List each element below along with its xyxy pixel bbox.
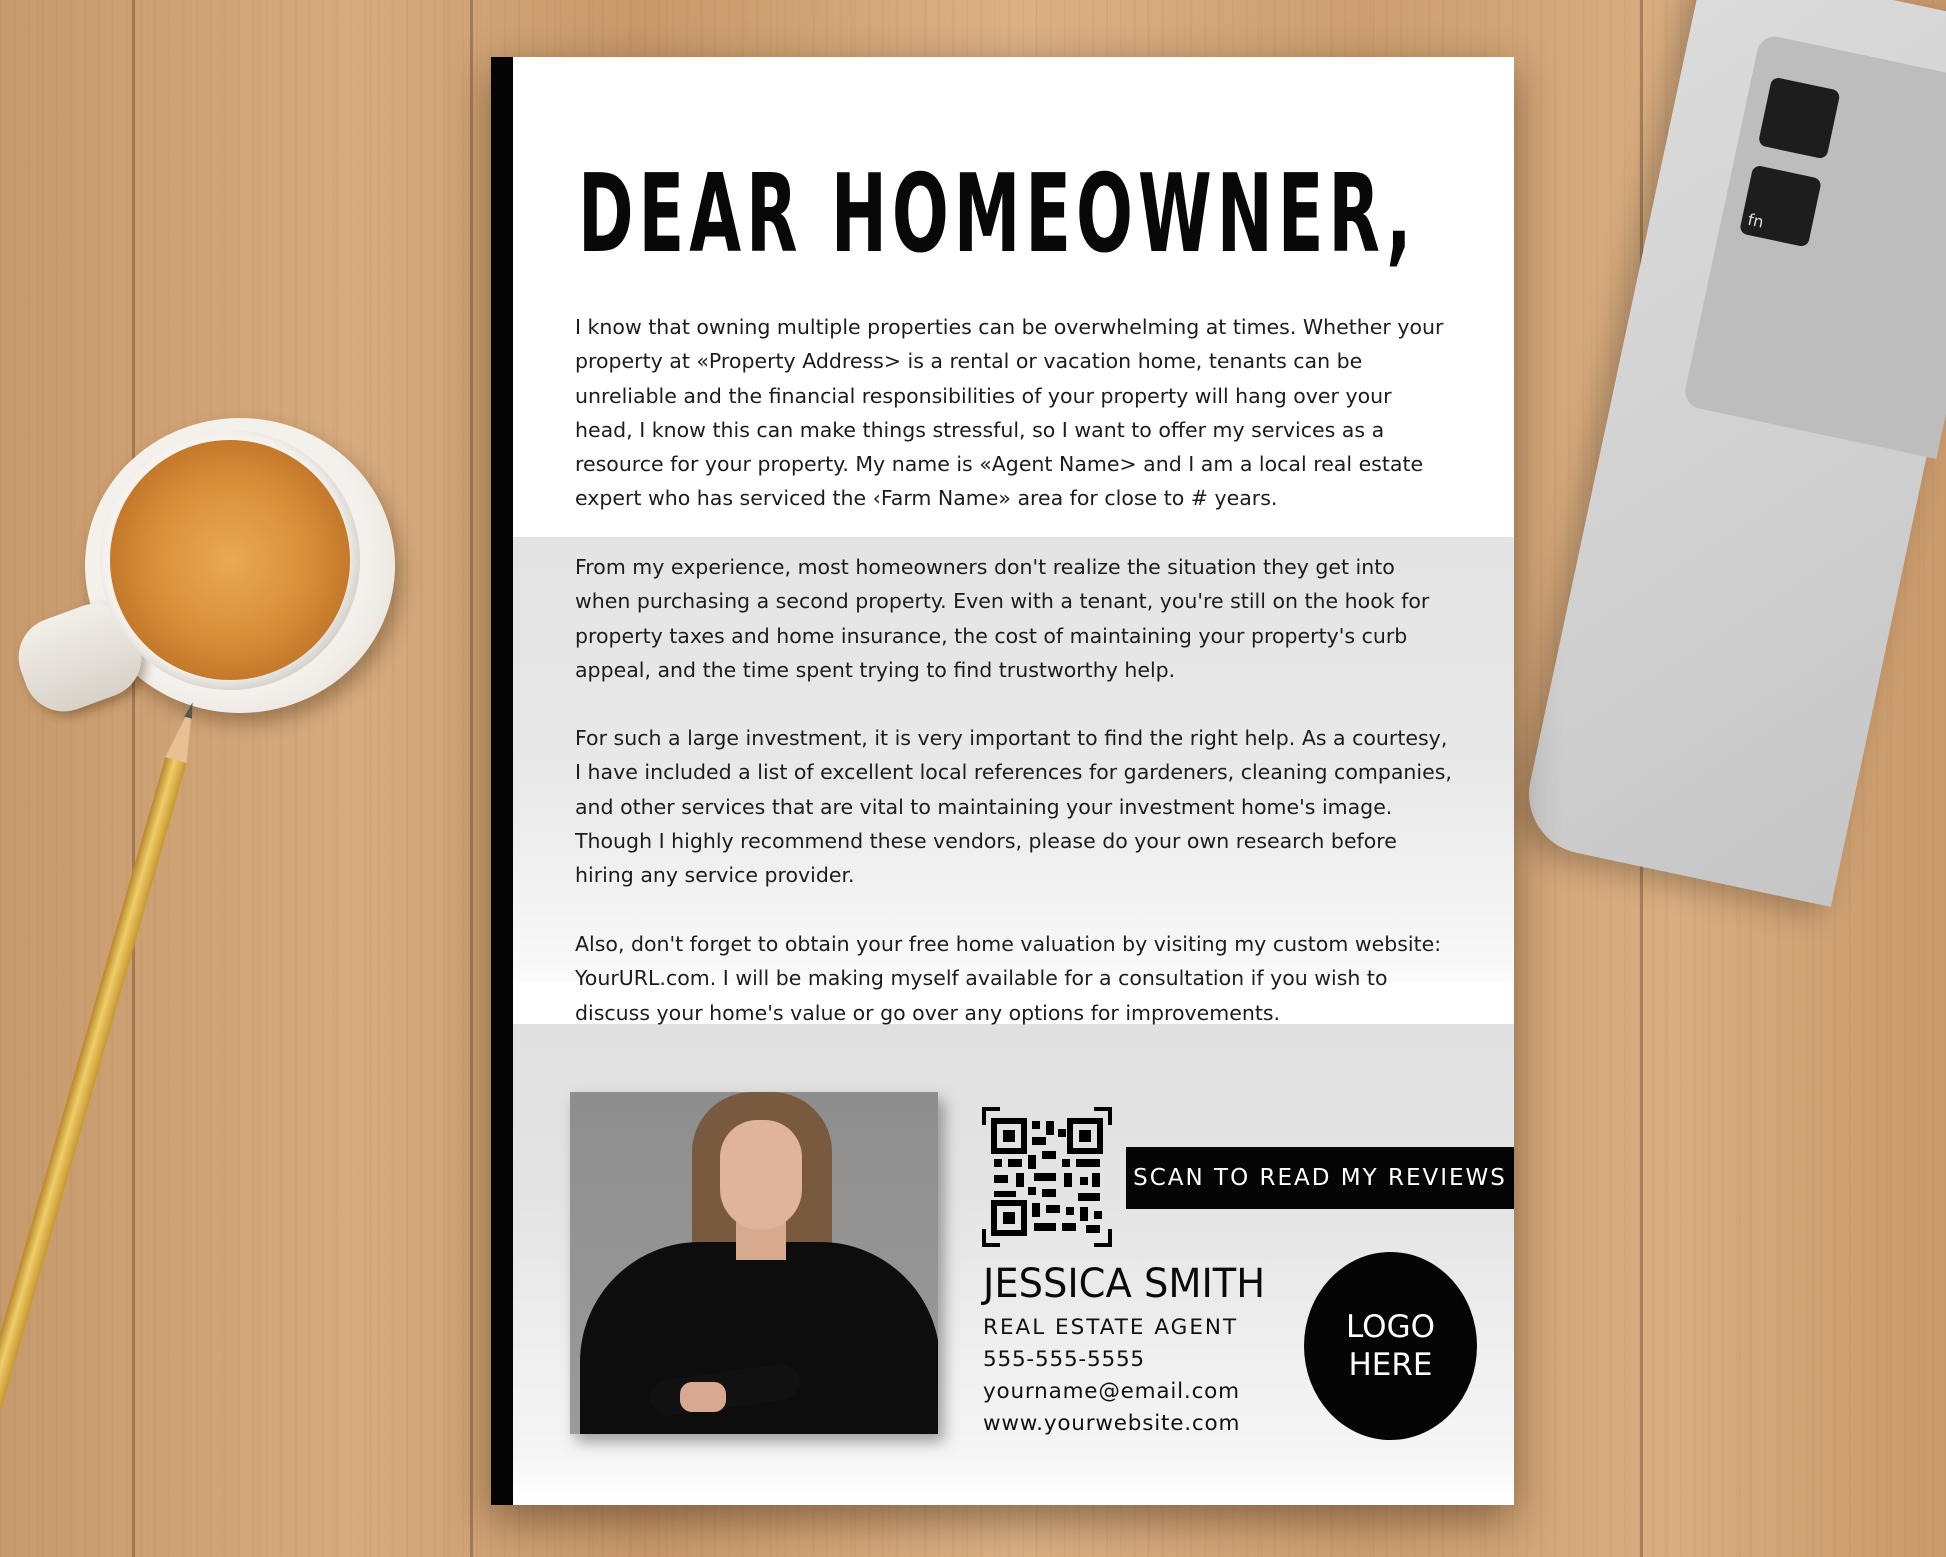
logo-line-1: LOGO [1346,1309,1435,1345]
logo-line-2: HERE [1348,1347,1433,1383]
flyer-page [491,57,1514,1505]
laptop-keyboard-area [1682,33,1946,459]
photo-hand [680,1382,726,1412]
letter-paragraph-2: From my experience, most homeowners don't realize the situation they get into when purchasing a second property. Even with a tenant, you're still on the hook for property taxes and home insurance, the cost of maintaining your property's curb appeal, and the time spent trying to find trustworthy help. [575,555,1430,682]
photo-face [720,1120,802,1230]
letter-paragraph-3: For such a large investment, it is very important to find the right help. As a courtesy, I have included a list of excellent local references for gardeners, cleaning companies, and other services that are vital to maintaining your investment home's image. Though I highly recommend these vendors, please do your own research before hiring any service provider. [575,726,1452,888]
pencil [0,757,187,1426]
coffee-crema [110,440,350,680]
desk-plank-seam [132,0,135,1557]
agent-phone[interactable]: 555-555-5555 [983,1347,1145,1372]
fn-key [1739,165,1822,248]
agent-role: REAL ESTATE AGENT [983,1315,1239,1340]
desk-plank-seam [470,0,473,1557]
pencil-tip [165,699,203,763]
scan-reviews-banner [1126,1147,1514,1209]
qr-code-icon[interactable] [982,1107,1112,1247]
agent-website[interactable]: www.yourwebsite.com [983,1411,1241,1436]
laptop-key [1758,77,1841,160]
photo-body [580,1242,938,1434]
letter-paragraph-4: Also, don't forget to obtain your free home valuation by visiting my custom website: YourURL.com. I will be making myself available for a consultation if you wish to discuss your home's value or go over any options for improvements. [575,932,1442,1025]
fn-key-label: fn [1746,209,1766,232]
letter-paragraph-1: I know that owning multiple properties can be overwhelming at times. Whether your property at «Property Address> is a rental or vacation home, tenants can be unreliable and the financial responsibilities of your property will hang over your head, I know this can make things stressful, so I want to offer my services as a resource for your property. My name is «Agent Name> and I am a local real estate expert who has serviced the ‹Farm Name» area for close to # years. [575,315,1444,511]
agent-email[interactable]: yourname@email.com [983,1379,1240,1404]
agent-name: JESSICA SMITH [983,1261,1266,1307]
laptop [1518,0,1946,907]
flyer-spine [491,57,513,1505]
letter-title: DEAR HOMEOWNER, [578,152,1417,277]
logo-placeholder [1304,1252,1477,1440]
scan-reviews-label: SCAN TO READ MY REVIEWS [1133,1165,1507,1191]
agent-photo [570,1092,938,1434]
